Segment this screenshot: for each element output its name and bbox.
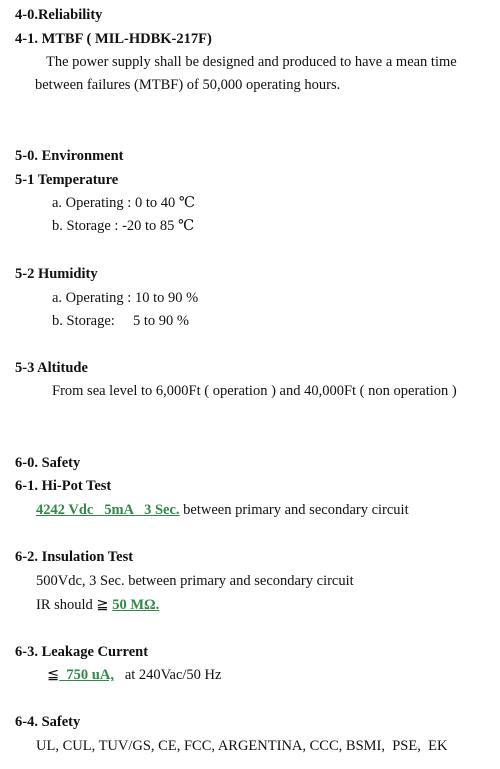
hipot-line [36, 501, 409, 519]
leakage-suffix: at 240Vac/50 Hz [113, 667, 222, 683]
temperature-operating: a. Operating : 0 to 40 ℃ [52, 195, 196, 211]
mtbf-heading: 4-1. MTBF ( MIL-HDBK-217F) [15, 31, 212, 47]
hipot-text: between primary and secondary circuit [179, 502, 409, 518]
mtbf-text-line-2: between failures (MTBF) of 50,000 operating hours. [35, 77, 341, 93]
temperature-storage: b. Storage : -20 to 85 ℃ [52, 218, 195, 234]
leakage-prefix: ≦ [47, 667, 60, 683]
reliability-heading: 4-0.Reliability [15, 7, 103, 23]
leakage-line [47, 666, 221, 684]
altitude-text: From sea level to 6,000Ft ( operation ) and 40,000Ft ( non operation ) [52, 383, 457, 399]
humidity-operating: a. Operating : 10 to 90 % [52, 290, 199, 306]
environment-heading: 5-0. Environment [15, 148, 124, 164]
insulation-ir-line [36, 596, 159, 614]
altitude-heading: 5-3 Altitude [15, 360, 88, 376]
insulation-line-1: 500Vdc, 3 Sec. between primary and secondary circuit [36, 573, 354, 589]
approvals-heading: 6-4. Safety [15, 714, 81, 730]
leakage-value: 750 uA, [59, 667, 114, 683]
humidity-storage: b. Storage: 5 to 90 % [52, 313, 189, 329]
insulation-ir-value: 50 MΩ. [112, 597, 160, 613]
hipot-spec: 4242 Vdc 5mA 3 Sec. [36, 502, 180, 518]
mtbf-text-line-1: The power supply shall be designed and produced to have a mean time [46, 54, 457, 70]
approvals-list: UL, CUL, TUV/GS, CE, FCC, ARGENTINA, CCC, BSMI, PSE, EK [36, 738, 448, 754]
insulation-ir-prefix: IR should ≧ [36, 597, 113, 613]
leakage-heading: 6-3. Leakage Current [15, 644, 149, 660]
safety-heading: 6-0. Safety [15, 455, 81, 471]
insulation-heading: 6-2. Insulation Test [15, 549, 134, 565]
temperature-heading: 5-1 Temperature [15, 172, 119, 188]
humidity-heading: 5-2 Humidity [15, 266, 98, 282]
hipot-heading: 6-1. Hi-Pot Test [15, 478, 112, 494]
